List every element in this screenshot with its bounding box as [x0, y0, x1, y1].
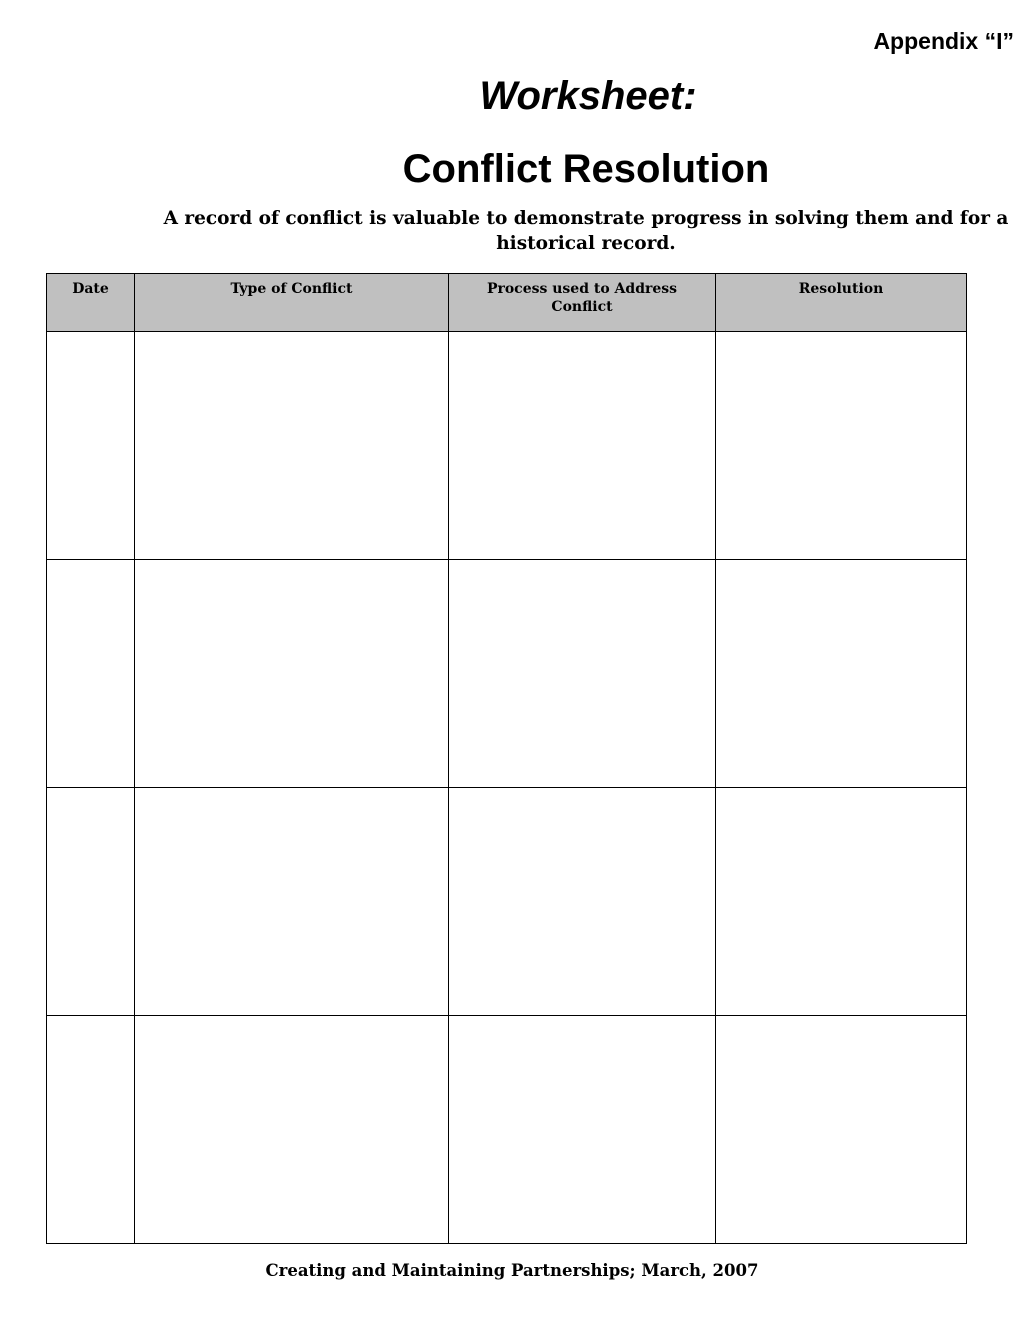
column-header-date: Date	[47, 274, 135, 332]
table-row	[47, 560, 967, 788]
process-cell[interactable]	[449, 332, 716, 560]
resolution-cell[interactable]	[716, 788, 967, 1016]
date-cell[interactable]	[47, 1016, 135, 1244]
resolution-cell[interactable]	[716, 1016, 967, 1244]
process-cell[interactable]	[449, 788, 716, 1016]
page-subtitle: A record of conflict is valuable to demonstrate progress in solving them and for a historical record.	[163, 208, 1009, 254]
type-of-conflict-cell[interactable]	[135, 560, 449, 788]
type-of-conflict-cell[interactable]	[135, 1016, 449, 1244]
column-header-process: Process used to Address Conflict	[449, 274, 716, 332]
process-cell[interactable]	[449, 560, 716, 788]
table-row	[47, 332, 967, 560]
table-header-row	[47, 274, 967, 332]
page-title: Conflict Resolution	[402, 147, 770, 191]
resolution-cell[interactable]	[716, 332, 967, 560]
date-cell[interactable]	[47, 560, 135, 788]
process-cell[interactable]	[449, 1016, 716, 1244]
resolution-cell[interactable]	[716, 560, 967, 788]
conflict-record-table	[46, 273, 967, 1244]
column-header-type-of-conflict: Type of Conflict	[135, 274, 449, 332]
footer-text: Creating and Maintaining Partnerships; March, 2007	[265, 1261, 759, 1280]
date-cell[interactable]	[47, 788, 135, 1016]
table-row	[47, 1016, 967, 1244]
column-header-resolution: Resolution	[716, 274, 967, 332]
type-of-conflict-cell[interactable]	[135, 332, 449, 560]
appendix-label: Appendix “I”	[873, 28, 1014, 54]
type-of-conflict-cell[interactable]	[135, 788, 449, 1016]
date-cell[interactable]	[47, 332, 135, 560]
table-row	[47, 788, 967, 1016]
worksheet-label: Worksheet:	[479, 74, 697, 118]
